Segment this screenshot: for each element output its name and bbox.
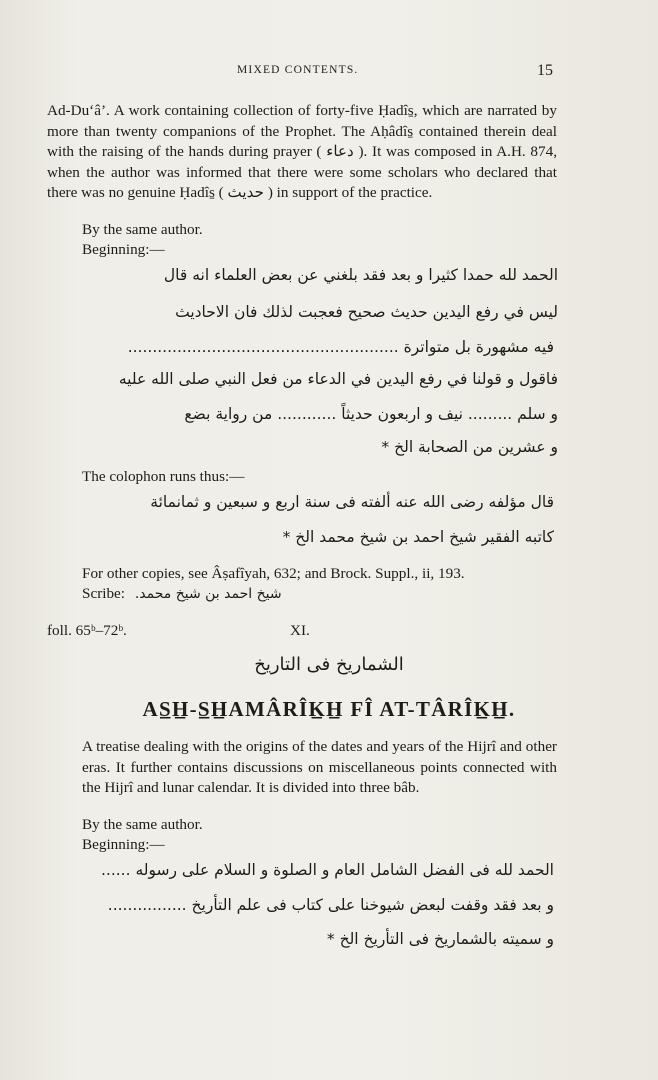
entry-b-beginning-line-1: الحمد لله فى الفضل الشامل العام و الصلوة و السلام على رسوله ...... bbox=[100, 861, 554, 879]
entry-a-scribe bbox=[82, 585, 282, 603]
entry-a-beginning-line-1: الحمد لله حمدا كثيرا و بعد فقد بلغني عن بعض العلماء انه قال bbox=[163, 266, 558, 284]
entry-b-number: XI. bbox=[290, 622, 310, 639]
entry-b-arabic-title: الشماريخ فى التاريخ bbox=[254, 654, 404, 675]
entry-a-description-text: Ad-Du‘â’. A work containing collection of forty-five Ḥadîs̱, which are narrated by more than twenty companions of the Prophet. The Aḥâdîs̱ contained therein deal with the raising of the hands during prayer ( دعاء ). It was composed in A.H. 874, when the author was informed that there were some scholars who declared that there was no genuine Ḥadîs̱ ( حديث ) in support of the practice. bbox=[47, 102, 557, 201]
entry-b-folios: foll. 65ᵇ–72ᵇ. bbox=[47, 622, 127, 639]
entry-a-beginning-line-4: فاقول و قولنا في رفع اليدين في الدعاء من فعل النبي صلى الله عليه bbox=[118, 370, 558, 388]
entry-a-author: By the same author. bbox=[82, 221, 203, 238]
entry-a-colophon-label: The colophon runs thus:— bbox=[82, 468, 245, 485]
entry-a-beginning-line-2: ليس في رفع اليدين حديث صحيح فعجبت لذلك فان الاحاديث bbox=[175, 303, 558, 321]
entry-a-colophon-line-2: كاتبه الفقير شيخ احمد بن شيخ محمد الخ * bbox=[282, 528, 554, 546]
entry-a-beginning-label: Beginning:— bbox=[82, 241, 165, 258]
entry-a-scribe-label: Scribe: bbox=[82, 585, 126, 602]
entry-a-colophon-line-1: قال مؤلفه رضى الله عنه ألفته فى سنة اربع و سبعين و ثمانمائة bbox=[150, 493, 554, 511]
entry-a-description bbox=[47, 101, 557, 204]
entry-b-author: By the same author. bbox=[82, 816, 203, 833]
entry-b-description-text: A treatise dealing with the origins of the dates and years of the Hijrî and other eras. It further contains discussions on miscellaneous points connected with the Hijrî and lunar calendar. It is divided into three bâb. bbox=[82, 738, 557, 796]
entry-a-beginning-line-5: و سلم ......... نيف و اربعون حديثاً ............ من رواية بضع bbox=[184, 405, 558, 423]
entry-b-title: AS̲H̲-S̲H̲AMÂRÎK̲H̲ FÎ AT-TÂRÎK̲H̲. bbox=[142, 697, 516, 721]
entry-b-beginning-line-2: و بعد فقد وقفت لبعض شيوخنا على كتاب فى علم التأريخ ................ bbox=[107, 896, 554, 914]
entry-a-beginning-line-6: و عشرين من الصحابة الخ * bbox=[381, 438, 558, 456]
entry-a-other-copies: For other copies, see Âṣafîyah, 632; and Brock. Suppl., ii, 193. bbox=[82, 565, 465, 582]
entry-b-beginning-label: Beginning:— bbox=[82, 836, 165, 853]
running-title: MIXED CONTENTS. bbox=[237, 64, 359, 76]
entry-a-scribe-name: شيخ احمد بن شيخ محمد. bbox=[134, 586, 282, 602]
entry-b-beginning-line-3: و سميته بالشماريخ فى التأريخ الخ * bbox=[326, 930, 554, 948]
entry-b-description bbox=[47, 737, 557, 799]
page-number: 15 bbox=[537, 62, 553, 79]
entry-a-beginning-line-3: فيه مشهورة بل متواترة ....................................................... bbox=[127, 338, 554, 356]
